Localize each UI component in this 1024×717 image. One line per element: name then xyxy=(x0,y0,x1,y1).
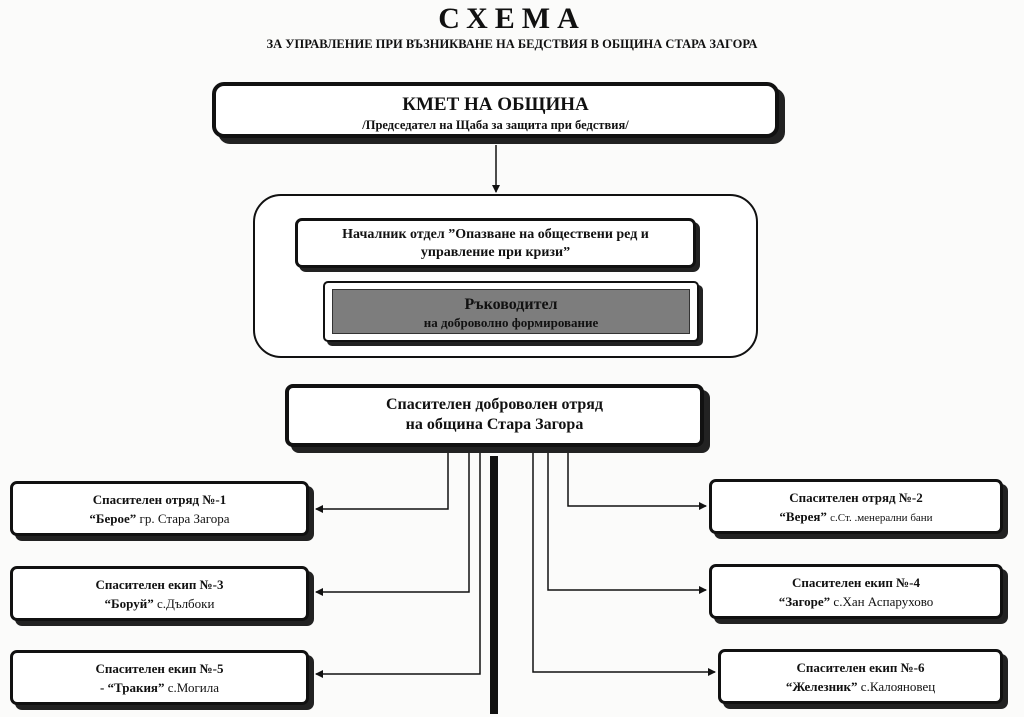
rescue-team-5-title: Спасителен екип №-5 xyxy=(95,661,224,676)
rescue-team-3-place: с.Дълбоки xyxy=(156,596,215,611)
connector-to-unit-1 xyxy=(316,452,448,509)
rescue-team-3-label xyxy=(13,596,306,612)
rescue-team-4-box xyxy=(709,564,1003,619)
rescue-team-6-label xyxy=(721,679,1000,695)
connector-to-unit-3 xyxy=(316,452,469,592)
rescue-team-4-label xyxy=(712,594,1000,610)
rescue-team-5-box xyxy=(10,650,309,705)
volunteer-leader-line-2: на доброволно формирование xyxy=(423,315,599,330)
connector-to-unit-5 xyxy=(316,452,480,674)
rescue-unit-1-place: гр. Стара Загора xyxy=(139,511,230,526)
department-chief-line-1: Началник отдел ”Опазване на обществени ред и xyxy=(342,227,649,242)
rescue-team-6-title: Спасителен екип №-6 xyxy=(796,660,925,675)
mayor-title: КМЕТ НА ОБЩИНА xyxy=(402,94,589,115)
mayor-subtitle: /Председател на Щаба за защита при бедствия/ xyxy=(362,118,629,132)
rescue-unit-1-box xyxy=(10,481,309,536)
rescue-team-3-name: “Боруй” xyxy=(104,596,154,611)
rescue-unit-1-name: “Берое” xyxy=(89,511,137,526)
volunteer-leader-line-1: Ръководител xyxy=(464,296,558,313)
connector-to-unit-2 xyxy=(568,452,706,506)
department-chief-line-2: управление при кризи” xyxy=(420,245,571,260)
rescue-team-6-place: с.Калояновец xyxy=(860,679,936,694)
rescue-unit-2-label xyxy=(712,509,1000,525)
main-rescue-unit-box xyxy=(285,384,704,447)
rescue-team-6-box xyxy=(718,649,1003,704)
diagram-subtitle: ЗА УПРАВЛЕНИЕ ПРИ ВЪЗНИКВАНЕ НА БЕДСТВИЯ В ОБЩИНА СТАРА ЗАГОРА xyxy=(266,37,758,51)
rescue-team-4-place: с.Хан Аспарухово xyxy=(833,594,934,609)
connector-to-unit-6 xyxy=(533,452,715,672)
mayor-box xyxy=(212,82,779,138)
volunteer-leader-panel xyxy=(332,289,690,334)
rescue-team-3-title: Спасителен екип №-3 xyxy=(95,577,224,592)
volunteer-leader-box xyxy=(323,281,699,342)
central-trunk xyxy=(490,456,498,714)
rescue-unit-2-title: Спасителен отряд №-2 xyxy=(789,490,923,505)
rescue-unit-1-title: Спасителен отряд №-1 xyxy=(92,492,227,507)
rescue-team-5-name: - “Тракия” xyxy=(99,680,165,695)
main-rescue-unit-line-1: Спасителен доброволен отряд xyxy=(385,396,604,413)
rescue-team-4-name: “Загоре” xyxy=(778,594,831,609)
rescue-team-5-label xyxy=(13,680,306,696)
connector-to-unit-4 xyxy=(548,452,706,590)
rescue-team-4-title: Спасителен екип №-4 xyxy=(792,575,920,590)
rescue-unit-2-place: с.Ст. .менерални бани xyxy=(830,512,933,524)
rescue-team-6-name: “Железник” xyxy=(785,679,858,694)
rescue-team-5-place: с.Могила xyxy=(167,680,220,695)
rescue-unit-2-name: “Верея” xyxy=(779,509,827,524)
diagram-title: СХЕМА xyxy=(438,2,586,35)
department-chief-box xyxy=(295,218,696,268)
rescue-team-3-box xyxy=(10,566,309,621)
rescue-unit-1-label xyxy=(13,511,306,527)
main-rescue-unit-line-2: на община Стара Загора xyxy=(405,416,584,433)
rescue-unit-2-box xyxy=(709,479,1003,534)
